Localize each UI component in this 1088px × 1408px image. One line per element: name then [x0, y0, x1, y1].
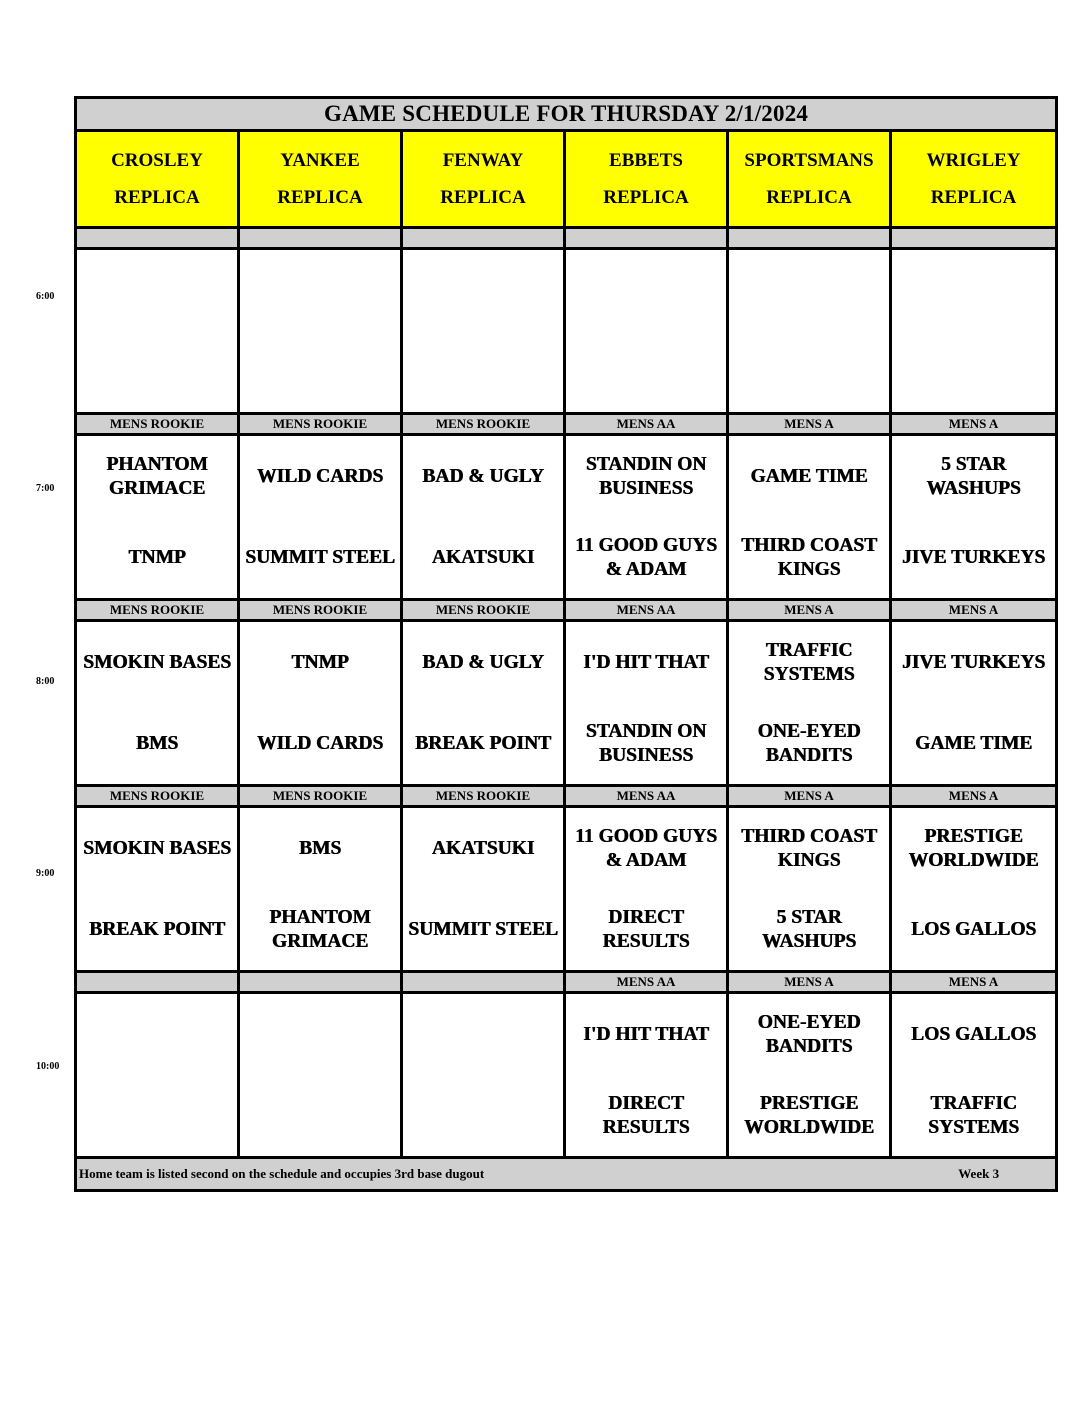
away-team — [729, 250, 889, 331]
division-label: MENS A — [728, 414, 891, 435]
field-name: WRIGLEY — [926, 150, 1021, 171]
schedule-table — [74, 96, 1058, 1192]
field-name: YANKEE — [280, 150, 360, 171]
division-label: MENS A — [728, 972, 891, 993]
away-team: GAME TIME — [750, 465, 868, 487]
game-cell — [76, 993, 239, 1158]
game-cell — [239, 621, 402, 786]
away-team — [240, 250, 400, 331]
division-label: MENS AA — [565, 786, 728, 807]
away-team: BMS — [298, 837, 342, 859]
home-team: 5 STAR WASHUPS — [761, 906, 857, 952]
game-cell — [402, 249, 565, 414]
division-label: MENS ROOKIE — [76, 414, 239, 435]
game-cell — [891, 993, 1057, 1158]
home-team: SUMMIT STEEL — [245, 546, 395, 568]
footer-note: Home team is listed second on the schedule and occupies 3rd base dugout — [79, 1166, 485, 1181]
home-team — [240, 331, 400, 412]
home-team: SUMMIT STEEL — [408, 918, 558, 940]
division-row — [76, 786, 1057, 807]
game-cell — [891, 621, 1057, 786]
game-cell — [239, 807, 402, 972]
home-team: PRESTIGE WORLDWIDE — [743, 1092, 875, 1138]
game-cell — [565, 807, 728, 972]
away-team: PRESTIGE WORLDWIDE — [908, 825, 1039, 871]
division-label — [891, 228, 1057, 249]
schedule-title: GAME SCHEDULE FOR THURSDAY 2/1/2024 — [76, 98, 1057, 131]
game-cell — [76, 435, 239, 600]
field-sub: REPLICA — [277, 187, 363, 208]
home-team: GAME TIME — [914, 732, 1033, 754]
away-team: TNMP — [291, 651, 349, 673]
game-cell — [76, 807, 239, 972]
away-team: AKATSUKI — [431, 837, 535, 859]
home-team: STANDIN ON BUSINESS — [585, 720, 707, 766]
game-cell — [891, 807, 1057, 972]
field-sub: REPLICA — [766, 187, 852, 208]
away-team: BAD & UGLY — [422, 465, 544, 487]
division-label — [402, 972, 565, 993]
game-cell — [565, 993, 728, 1158]
field-sub: REPLICA — [603, 187, 689, 208]
game-row — [76, 249, 1057, 414]
home-team: DIRECT RESULTS — [602, 1092, 690, 1138]
division-label: MENS AA — [565, 600, 728, 621]
game-cell — [891, 249, 1057, 414]
away-team — [77, 994, 237, 1075]
field-header — [239, 131, 402, 228]
footer-row — [76, 1158, 1057, 1191]
division-label — [728, 228, 891, 249]
home-team: THIRD COAST KINGS — [741, 534, 877, 580]
home-team: JIVE TURKEYS — [901, 546, 1046, 568]
division-label: MENS ROOKIE — [76, 600, 239, 621]
field-header-row — [76, 131, 1057, 228]
division-label: MENS AA — [565, 972, 728, 993]
away-team: LOS GALLOS — [910, 1023, 1037, 1045]
away-team: 5 STAR WASHUPS — [926, 453, 1021, 499]
division-label: MENS ROOKIE — [402, 600, 565, 621]
game-row — [76, 993, 1057, 1158]
game-cell — [239, 993, 402, 1158]
field-sub: REPLICA — [114, 187, 200, 208]
game-cell — [402, 807, 565, 972]
division-label — [76, 228, 239, 249]
home-team — [729, 331, 889, 412]
game-row — [76, 435, 1057, 600]
away-team: 11 GOOD GUYS & ADAM — [575, 825, 717, 871]
game-cell — [728, 993, 891, 1158]
division-row — [76, 972, 1057, 993]
away-team — [566, 250, 726, 331]
time-label: 10:00 — [36, 1061, 60, 1072]
away-team: I'D HIT THAT — [583, 1023, 709, 1045]
field-name: FENWAY — [442, 150, 524, 171]
week-label: Week 3 — [958, 1166, 1000, 1181]
home-team: BREAK POINT — [89, 918, 225, 940]
away-team: STANDIN ON BUSINESS — [585, 453, 707, 499]
game-cell — [565, 621, 728, 786]
away-team: BAD & UGLY — [422, 651, 544, 673]
away-team: SMOKIN BASES — [83, 651, 231, 673]
division-label: MENS AA — [565, 414, 728, 435]
home-team — [77, 331, 237, 412]
game-cell — [402, 993, 565, 1158]
division-label — [402, 228, 565, 249]
time-label: 8:00 — [36, 676, 55, 687]
away-team: WILD CARDS — [256, 465, 384, 487]
field-name: EBBETS — [609, 150, 683, 171]
division-label: MENS A — [891, 600, 1057, 621]
division-label: MENS A — [728, 786, 891, 807]
home-team: ONE-EYED BANDITS — [757, 720, 861, 766]
schedule-sheet — [74, 96, 1055, 1192]
game-cell — [239, 435, 402, 600]
game-cell — [402, 435, 565, 600]
division-label: MENS ROOKIE — [402, 414, 565, 435]
game-cell — [728, 621, 891, 786]
away-team: SMOKIN BASES — [83, 837, 231, 859]
away-team: JIVE TURKEYS — [901, 651, 1046, 673]
division-row — [76, 414, 1057, 435]
division-label — [239, 228, 402, 249]
division-label — [76, 972, 239, 993]
away-team — [403, 250, 563, 331]
home-team — [566, 331, 726, 412]
game-cell — [728, 435, 891, 600]
away-team: ONE-EYED BANDITS — [757, 1011, 861, 1057]
division-label — [239, 972, 402, 993]
division-label — [565, 228, 728, 249]
away-team: I'D HIT THAT — [583, 651, 709, 673]
away-team: TRAFFIC SYSTEMS — [763, 639, 855, 685]
away-team — [77, 250, 237, 331]
field-header — [565, 131, 728, 228]
home-team: 11 GOOD GUYS & ADAM — [575, 534, 717, 580]
field-header — [728, 131, 891, 228]
field-header — [891, 131, 1057, 228]
game-cell — [76, 249, 239, 414]
time-label: 6:00 — [36, 291, 55, 302]
away-team — [403, 994, 563, 1075]
footer — [76, 1158, 1057, 1191]
home-team: WILD CARDS — [256, 732, 384, 754]
home-team — [77, 1075, 237, 1156]
field-name: CROSLEY — [111, 150, 203, 171]
home-team: LOS GALLOS — [910, 918, 1037, 940]
division-label: MENS A — [891, 786, 1057, 807]
game-cell — [728, 249, 891, 414]
game-cell — [891, 435, 1057, 600]
home-team: DIRECT RESULTS — [602, 906, 690, 952]
home-team — [403, 331, 563, 412]
field-name: SPORTSMANS — [744, 150, 874, 171]
division-label: MENS ROOKIE — [239, 786, 402, 807]
home-team — [892, 331, 1055, 412]
division-label: MENS ROOKIE — [239, 414, 402, 435]
game-cell — [402, 621, 565, 786]
field-sub: REPLICA — [440, 187, 526, 208]
field-header — [402, 131, 565, 228]
division-label: MENS A — [728, 600, 891, 621]
field-header — [76, 131, 239, 228]
field-sub: REPLICA — [930, 187, 1017, 208]
home-team: BMS — [135, 732, 179, 754]
game-cell — [565, 249, 728, 414]
home-team: AKATSUKI — [431, 546, 535, 568]
game-cell — [239, 249, 402, 414]
home-team: BREAK POINT — [415, 732, 551, 754]
away-team — [240, 994, 400, 1075]
away-team — [892, 250, 1055, 331]
time-label: 9:00 — [36, 868, 55, 879]
time-label: 7:00 — [36, 483, 55, 494]
home-team: PHANTOM GRIMACE — [269, 906, 371, 952]
title-row — [76, 98, 1057, 131]
division-label: MENS ROOKIE — [76, 786, 239, 807]
game-cell — [565, 435, 728, 600]
home-team — [240, 1075, 400, 1156]
division-label: MENS ROOKIE — [239, 600, 402, 621]
game-row — [76, 807, 1057, 972]
home-team: TRAFFIC SYSTEMS — [928, 1092, 1020, 1138]
game-cell — [728, 807, 891, 972]
game-cell — [76, 621, 239, 786]
home-team: TNMP — [128, 546, 186, 568]
division-label: MENS A — [891, 972, 1057, 993]
division-row — [76, 228, 1057, 249]
away-team: PHANTOM GRIMACE — [106, 453, 208, 499]
game-row — [76, 621, 1057, 786]
division-label: MENS ROOKIE — [402, 786, 565, 807]
home-team — [403, 1075, 563, 1156]
division-label: MENS A — [891, 414, 1057, 435]
away-team: THIRD COAST KINGS — [741, 825, 877, 871]
division-row — [76, 600, 1057, 621]
